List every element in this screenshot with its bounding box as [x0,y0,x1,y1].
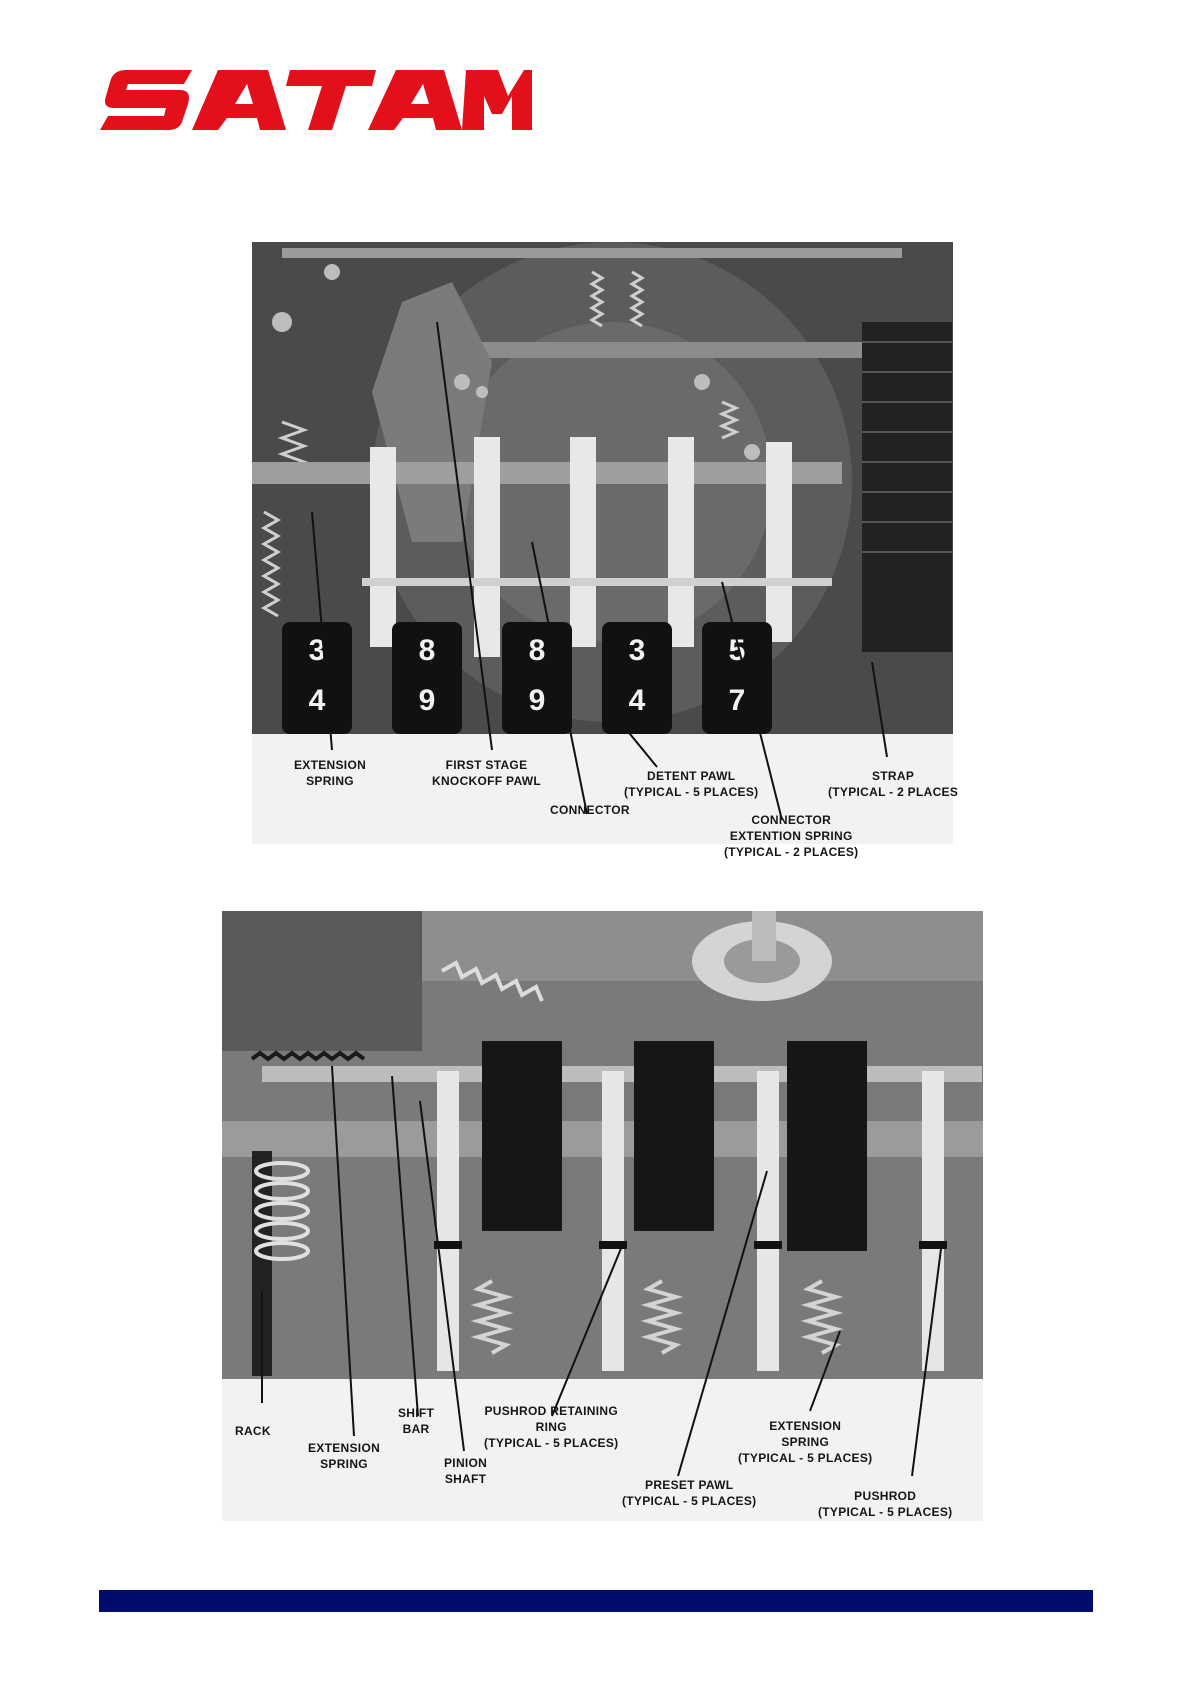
label-pushrod-retaining-ring: PUSHROD RETAINING RING (TYPICAL - 5 PLACES) [484,1404,619,1450]
footer-bar [99,1590,1093,1612]
label-pinion-shaft: PINION SHAFT [444,1456,488,1486]
label-connector: CONNECTOR [550,803,630,817]
label-connector-extention-spring: CONNECTOR EXTENTION SPRING (TYPICAL - 2 PLACES) [724,813,859,859]
label-extension-spring: EXTENSION SPRING [294,758,367,788]
label-extension-spring: EXTENSION SPRING [308,1441,381,1471]
wheel-2-top-digit: 8 [418,634,436,667]
wheel-1-top-digit: 3 [308,634,326,667]
label-rack: RACK [235,1424,271,1438]
wheel-3-bottom-digit: 9 [528,684,546,717]
wheel-2-bottom-digit: 9 [418,684,436,717]
satam-logo [100,70,532,130]
wheel-3-top-digit: 8 [528,634,546,667]
label-first-stage-knockoff-pawl: FIRST STAGE KNOCKOFF PAWL [432,758,541,788]
label-pushrod: PUSHROD (TYPICAL - 5 PLACES) [818,1489,953,1519]
label-strap: STRAP (TYPICAL - 2 PLACES [828,769,959,799]
label-preset-pawl: PRESET PAWL (TYPICAL - 5 PLACES) [622,1478,757,1508]
wheel-4-bottom-digit: 4 [628,684,646,717]
photo-preset-mechanism-bottom [222,911,983,1521]
wheel-1-bottom-digit: 4 [308,684,326,717]
wheel-5-bottom-digit: 7 [728,684,746,717]
photo-counter-mechanism-top [252,242,959,859]
wheel-4-top-digit: 3 [628,634,646,667]
wheel-5-top-digit: 5 [728,634,746,667]
label-detent-pawl: DETENT PAWL (TYPICAL - 5 PLACES) [624,769,759,799]
label-extension-spring-typical: EXTENSION SPRING (TYPICAL - 5 PLACES) [738,1419,873,1465]
mechanism-photo-1 [252,242,953,844]
label-shift-bar: SHIFT BAR [398,1406,435,1436]
